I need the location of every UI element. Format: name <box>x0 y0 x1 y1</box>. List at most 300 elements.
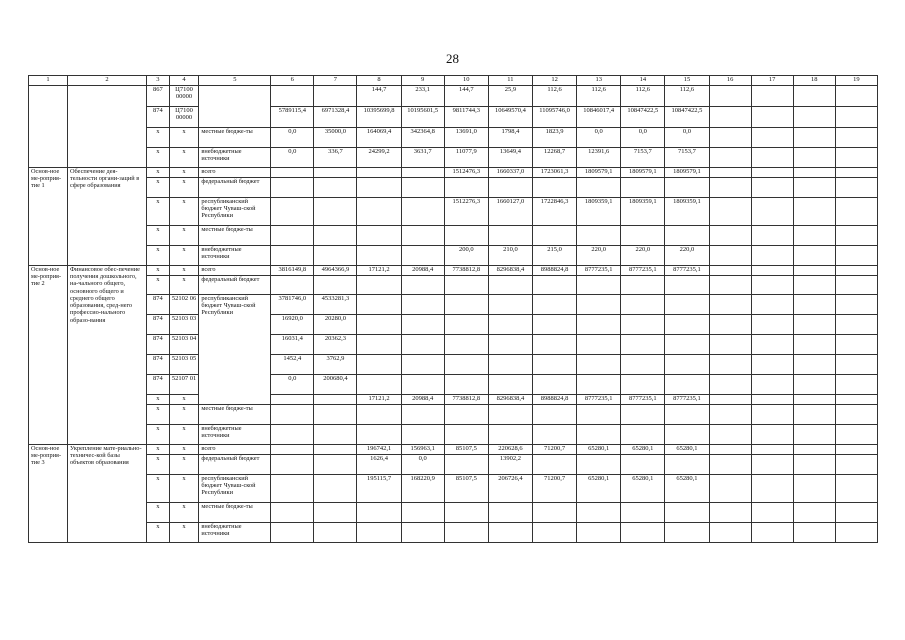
header-row <box>29 76 878 86</box>
cell-code: х <box>169 246 199 266</box>
cell-empty <box>793 395 835 405</box>
cell-value <box>577 226 621 246</box>
header-col-6: 6 <box>271 76 314 86</box>
cell-code: х <box>147 523 170 543</box>
cell-code: х <box>169 425 199 445</box>
cell-value <box>533 455 577 475</box>
cell-value <box>533 375 577 395</box>
cell-value: 200680,4 <box>314 375 357 395</box>
cell-value: 85107,5 <box>444 475 488 503</box>
measure-1-name: Основ-ное ме-роприя-тие 1 <box>29 168 68 266</box>
cell-value <box>314 455 357 475</box>
cell-empty <box>835 355 877 375</box>
cell-value: 112,6 <box>533 86 577 107</box>
cell-empty <box>751 335 793 355</box>
cell-empty <box>751 475 793 503</box>
table-row <box>29 86 878 107</box>
cell-value: 1512476,3 <box>444 168 488 178</box>
cell-value <box>488 503 532 523</box>
cell-value <box>577 375 621 395</box>
cell-code: 867 <box>147 86 170 107</box>
cell-value: 200,0 <box>444 246 488 266</box>
cell-empty <box>793 107 835 128</box>
cell-value <box>314 503 357 523</box>
cell-code: х <box>147 475 170 503</box>
cell-code: х <box>147 425 170 445</box>
cell-empty <box>793 405 835 425</box>
cell-empty <box>793 445 835 455</box>
cell-value: 220,0 <box>577 246 621 266</box>
cell-code: х <box>169 455 199 475</box>
cell-value: 65280,1 <box>577 445 621 455</box>
cell-value <box>314 168 357 178</box>
cell-code: х <box>169 178 199 198</box>
cell-value: 20362,3 <box>314 335 357 355</box>
cell-empty <box>751 395 793 405</box>
cell-empty <box>835 405 877 425</box>
cell-value <box>271 523 314 543</box>
cell-empty <box>835 266 877 276</box>
cell-value: 35000,0 <box>314 128 357 148</box>
cell-empty <box>793 295 835 315</box>
cell-value <box>314 276 357 295</box>
cell-empty <box>709 178 751 198</box>
cell-source <box>199 86 271 128</box>
cell-empty <box>835 335 877 355</box>
cell-value <box>401 425 444 445</box>
cell-value <box>314 246 357 266</box>
cell-value <box>357 198 401 226</box>
cell-value: 0,0 <box>621 128 665 148</box>
cell-value <box>444 375 488 395</box>
cell-empty <box>793 425 835 445</box>
cell-code: х <box>147 178 170 198</box>
cell-value: 8296838,4 <box>488 266 532 276</box>
cell-value <box>271 503 314 523</box>
cell-code: х <box>169 276 199 295</box>
cell-empty <box>751 523 793 543</box>
cell-code: х <box>169 198 199 226</box>
cell-empty <box>709 395 751 405</box>
cell-value <box>577 425 621 445</box>
cell-empty <box>835 148 877 168</box>
cell-value <box>271 178 314 198</box>
cell-code: х <box>169 523 199 543</box>
cell-value: 12268,7 <box>533 148 577 168</box>
cell-value: 20280,0 <box>314 315 357 335</box>
cell-value <box>271 198 314 226</box>
cell-value: 11095746,0 <box>533 107 577 128</box>
cell-value <box>444 523 488 543</box>
cell-empty <box>709 425 751 445</box>
cell-value: 13649,4 <box>488 148 532 168</box>
cell-value: 71200,7 <box>533 445 577 455</box>
cell-value <box>621 178 665 198</box>
cell-value <box>357 405 401 425</box>
cell-value <box>401 503 444 523</box>
cell-value <box>357 276 401 295</box>
cell-empty <box>709 523 751 543</box>
cell-empty <box>751 315 793 335</box>
cell-value <box>665 455 709 475</box>
cell-code: 874 <box>147 107 170 128</box>
cell-code: 52102 06 <box>169 295 199 315</box>
cell-code: х <box>147 445 170 455</box>
cell-value <box>488 523 532 543</box>
cell-empty <box>751 405 793 425</box>
cell-empty <box>793 198 835 226</box>
header-col-16: 16 <box>709 76 751 86</box>
cell-value: 1823,9 <box>533 128 577 148</box>
cell-value: 17121,2 <box>357 395 401 405</box>
cell-empty <box>709 107 751 128</box>
cell-empty <box>793 226 835 246</box>
cell-value <box>357 355 401 375</box>
cell-empty <box>835 86 877 107</box>
cell-code: х <box>147 148 170 168</box>
cell-value: 8777235,1 <box>621 395 665 405</box>
cell-value <box>665 503 709 523</box>
table-row <box>29 276 878 295</box>
table-row <box>29 375 878 395</box>
cell-value <box>271 455 314 475</box>
table-row <box>29 335 878 355</box>
cell-value <box>621 375 665 395</box>
cell-value <box>665 375 709 395</box>
cell-value: 0,0 <box>271 148 314 168</box>
header-col-1: 1 <box>29 76 68 86</box>
cell-empty <box>709 335 751 355</box>
cell-empty <box>835 315 877 335</box>
cell-value: 8988824,8 <box>533 266 577 276</box>
cell-value <box>665 226 709 246</box>
cell-value <box>621 523 665 543</box>
cell-empty <box>709 445 751 455</box>
cell-value <box>488 295 532 315</box>
cell-code: х <box>147 405 170 425</box>
cell-empty <box>751 246 793 266</box>
cell-empty <box>835 107 877 128</box>
cell-value <box>577 405 621 425</box>
cell-value <box>357 523 401 543</box>
cell-value: 8777235,1 <box>665 266 709 276</box>
table-row <box>29 445 878 455</box>
cell-value: 156963,1 <box>401 445 444 455</box>
cell-value: 1809359,1 <box>665 198 709 226</box>
cell-value <box>488 375 532 395</box>
cell-value <box>577 295 621 315</box>
cell-empty <box>793 266 835 276</box>
measure-1-desc: Обеспечение дея-тельности органи-заций в сфере образования <box>68 168 147 266</box>
cell-value <box>401 246 444 266</box>
measure-3-desc: Укрепление мате-риально-техничес-кой базы объектов образования <box>68 445 147 543</box>
table-row <box>29 395 878 405</box>
cell-code: х <box>147 276 170 295</box>
cell-value <box>357 335 401 355</box>
cell-empty <box>709 315 751 335</box>
cell-value <box>401 276 444 295</box>
cell-value: 1452,4 <box>271 355 314 375</box>
cell-source: всего <box>199 445 271 455</box>
cell-value <box>444 425 488 445</box>
cell-source: всего <box>199 266 271 276</box>
cell-empty <box>751 375 793 395</box>
cell-empty <box>835 178 877 198</box>
cell-value: 85107,5 <box>444 445 488 455</box>
page-number: 28 <box>446 51 459 66</box>
cell-value <box>488 178 532 198</box>
cell-value: 11077,9 <box>444 148 488 168</box>
cell-value: 1660337,0 <box>488 168 532 178</box>
cell-empty <box>835 375 877 395</box>
cell-value <box>314 178 357 198</box>
cell-code: х <box>169 395 199 405</box>
cell-value: 8777235,1 <box>577 266 621 276</box>
cell-value: 144,7 <box>444 86 488 107</box>
cell-empty <box>793 475 835 503</box>
cell-source: республиканский бюджет Чуваш-ской Республики <box>199 475 271 503</box>
cell-value <box>577 276 621 295</box>
cell-value <box>271 425 314 445</box>
cell-value: 3816149,8 <box>271 266 314 276</box>
cell-value: 4533281,3 <box>314 295 357 315</box>
cell-value: 13902,2 <box>488 455 532 475</box>
cell-value <box>357 246 401 266</box>
table-row <box>29 246 878 266</box>
cell-empty <box>835 246 877 266</box>
cell-empty <box>751 266 793 276</box>
cell-empty <box>751 178 793 198</box>
cell-code: х <box>147 395 170 405</box>
cell-value <box>577 178 621 198</box>
cell-empty <box>793 86 835 107</box>
cell-value: 3762,9 <box>314 355 357 375</box>
cell-value: 10846017,4 <box>577 107 621 128</box>
cell-code: х <box>147 503 170 523</box>
cell-value <box>401 198 444 226</box>
cell-value: 7738812,8 <box>444 395 488 405</box>
cell-value <box>271 168 314 178</box>
cell-source: местные бюдже-ты <box>199 226 271 246</box>
cell-empty <box>793 246 835 266</box>
cell-value <box>621 355 665 375</box>
cell-empty <box>793 128 835 148</box>
cell-empty <box>709 226 751 246</box>
cell-value <box>621 335 665 355</box>
table-row <box>29 168 878 178</box>
cell-empty <box>709 405 751 425</box>
cell-value <box>621 295 665 315</box>
cell-value: 195115,7 <box>357 475 401 503</box>
cell-value <box>621 226 665 246</box>
cell-value: 1809359,1 <box>577 198 621 226</box>
cell-empty <box>751 425 793 445</box>
cell-value: 20988,4 <box>401 395 444 405</box>
cell-empty <box>835 503 877 523</box>
cell-code: х <box>147 246 170 266</box>
cell-value: 1798,4 <box>488 128 532 148</box>
cell-value: 1722846,3 <box>533 198 577 226</box>
cell-value <box>314 445 357 455</box>
cell-code: Ц7100 00000 <box>169 86 199 107</box>
cell-source: республиканский бюджет Чуваш-ской Республики <box>199 198 271 226</box>
cell-empty <box>751 503 793 523</box>
cell-code: х <box>169 148 199 168</box>
cell-value <box>401 178 444 198</box>
header-col-2: 2 <box>68 76 147 86</box>
cell-value <box>665 295 709 315</box>
cell-empty <box>709 295 751 315</box>
cell-value <box>357 226 401 246</box>
cell-empty <box>709 198 751 226</box>
cell-value <box>401 335 444 355</box>
cell-value <box>621 455 665 475</box>
cell-value <box>533 355 577 375</box>
cell-code: 874 <box>147 375 170 395</box>
cell-value: 10195601,5 <box>401 107 444 128</box>
cell-value <box>401 523 444 543</box>
cell-value <box>444 503 488 523</box>
cell-value: 8777235,1 <box>577 395 621 405</box>
cell-value <box>488 355 532 375</box>
cell-code: х <box>169 445 199 455</box>
cell-value: 10649570,4 <box>488 107 532 128</box>
header-col-10: 10 <box>444 76 488 86</box>
cell-value: 0,0 <box>271 375 314 395</box>
cell-value: 65280,1 <box>621 445 665 455</box>
cell-value <box>401 355 444 375</box>
table-row <box>29 475 878 503</box>
cell-value: 112,6 <box>665 86 709 107</box>
cell-value <box>314 475 357 503</box>
header-col-3: 3 <box>147 76 170 86</box>
cell-value: 1660127,0 <box>488 198 532 226</box>
cell-empty <box>751 355 793 375</box>
cell-code: х <box>147 455 170 475</box>
cell-empty <box>835 455 877 475</box>
cell-value <box>488 335 532 355</box>
cell-value: 342364,8 <box>401 128 444 148</box>
table-row <box>29 295 878 315</box>
cell-value: 5789115,4 <box>271 107 314 128</box>
cell-value: 65280,1 <box>665 475 709 503</box>
cell-value: 8296838,4 <box>488 395 532 405</box>
cell-value <box>621 405 665 425</box>
cell-value: 20988,4 <box>401 266 444 276</box>
cell-empty <box>793 148 835 168</box>
cell-value: 0,0 <box>271 128 314 148</box>
cell-value: 112,6 <box>621 86 665 107</box>
cell-value: 1809579,1 <box>621 168 665 178</box>
cell-empty <box>835 523 877 543</box>
cell-code: 874 <box>147 335 170 355</box>
cell-code: х <box>147 168 170 178</box>
cell-value <box>665 276 709 295</box>
cell-value <box>357 503 401 523</box>
cell-value <box>488 276 532 295</box>
cell-empty <box>709 503 751 523</box>
cell-value <box>271 226 314 246</box>
cell-empty <box>793 355 835 375</box>
cell-value <box>533 295 577 315</box>
table-row <box>29 523 878 543</box>
cell-value <box>665 355 709 375</box>
cell-value <box>401 226 444 246</box>
cell-value: 0,0 <box>577 128 621 148</box>
cell-empty <box>709 355 751 375</box>
cell-value <box>401 295 444 315</box>
table-row <box>29 425 878 445</box>
cell-value <box>271 395 314 405</box>
cell-value: 7738812,8 <box>444 266 488 276</box>
cell-empty <box>751 445 793 455</box>
cell-value: 10847422,5 <box>621 107 665 128</box>
header-col-19: 19 <box>835 76 877 86</box>
cell-value: 220,0 <box>621 246 665 266</box>
cell-empty <box>835 128 877 148</box>
cell-empty <box>793 503 835 523</box>
cell-value <box>271 405 314 425</box>
cell-empty <box>709 375 751 395</box>
cell-value <box>488 226 532 246</box>
cell-value: 1809579,1 <box>665 168 709 178</box>
cell-source: местные бюдже-ты <box>199 503 271 523</box>
cell-value: 168220,9 <box>401 475 444 503</box>
cell-code: 874 <box>147 295 170 315</box>
cell-empty <box>793 523 835 543</box>
cell-empty <box>709 266 751 276</box>
cell-code: 52103 03 <box>169 315 199 335</box>
cell-value: 6971328,4 <box>314 107 357 128</box>
cell-empty <box>835 276 877 295</box>
table-row <box>29 226 878 246</box>
cell-code: х <box>147 198 170 226</box>
cell-value <box>444 355 488 375</box>
cell-value: 1626,4 <box>357 455 401 475</box>
cell-value: 164069,4 <box>357 128 401 148</box>
cell-value <box>401 375 444 395</box>
cell-empty <box>751 107 793 128</box>
cell-source: внебюджетные источники <box>199 246 271 266</box>
cell-code: х <box>169 503 199 523</box>
cell-value <box>357 178 401 198</box>
header-col-11: 11 <box>488 76 532 86</box>
cell-empty <box>835 445 877 455</box>
table-row <box>29 198 878 226</box>
cell-value: 7153,7 <box>621 148 665 168</box>
cell-source: федеральный бюджет <box>199 178 271 198</box>
cell-value: 17121,2 <box>357 266 401 276</box>
cell-value: 65280,1 <box>665 445 709 455</box>
cell-code: х <box>169 226 199 246</box>
cell-value: 16920,0 <box>271 315 314 335</box>
cell-source: всего <box>199 168 271 178</box>
cell-empty <box>751 198 793 226</box>
table-row <box>29 266 878 276</box>
cell-empty <box>709 128 751 148</box>
cell-value <box>665 178 709 198</box>
cell-empty <box>709 148 751 168</box>
cell-code: х <box>147 266 170 276</box>
cell-value <box>577 355 621 375</box>
cell-value: 4964366,9 <box>314 266 357 276</box>
cell-source: внебюджетные источники <box>199 425 271 445</box>
cell-value: 16031,4 <box>271 335 314 355</box>
cell-value <box>357 168 401 178</box>
cell-value <box>533 178 577 198</box>
cell-value <box>444 315 488 335</box>
cell-empty <box>793 315 835 335</box>
